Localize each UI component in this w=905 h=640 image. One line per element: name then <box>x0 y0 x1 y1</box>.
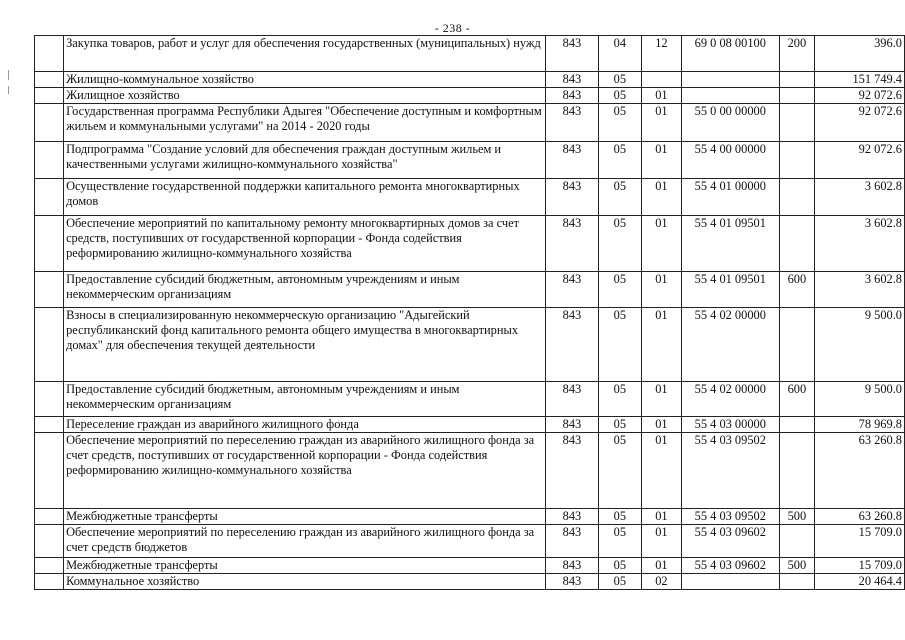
table-row <box>35 36 905 72</box>
expense-type <box>779 433 815 509</box>
row-margin-cell <box>35 72 64 88</box>
amount: 3 602.8 <box>815 272 905 308</box>
section-code: 05 <box>598 272 641 308</box>
target-article: 55 4 01 00000 <box>681 179 779 216</box>
row-name: Осуществление государственной поддержки капитального ремонта многоквартирных домов <box>64 179 546 216</box>
row-margin-cell <box>35 308 64 382</box>
target-article: 55 4 01 09501 <box>681 216 779 272</box>
section-code: 05 <box>598 525 641 558</box>
scan-margin-mark <box>8 70 9 80</box>
scan-margin-mark <box>8 86 9 94</box>
budget-table <box>34 35 905 590</box>
expense-type <box>779 574 815 590</box>
row-name: Предоставление субсидий бюджетным, автономным учреждениям и иным некоммерческим организациям <box>64 382 546 417</box>
expense-type <box>779 216 815 272</box>
subsection-code: 01 <box>641 308 681 382</box>
row-name: Государственная программа Республики Адыгея "Обеспечение доступным и комфортным жильем и коммунальными услугами" на 2014 - 2020 годы <box>64 104 546 142</box>
target-article <box>681 72 779 88</box>
row-margin-cell <box>35 417 64 433</box>
subsection-code: 01 <box>641 382 681 417</box>
subsection-code <box>641 72 681 88</box>
section-code: 05 <box>598 179 641 216</box>
expense-type <box>779 179 815 216</box>
table-row <box>35 308 905 382</box>
expense-type: 500 <box>779 509 815 525</box>
amount: 15 709.0 <box>815 525 905 558</box>
subsection-code: 01 <box>641 179 681 216</box>
row-name: Межбюджетные трансферты <box>64 558 546 574</box>
row-margin-cell <box>35 509 64 525</box>
target-article: 55 4 03 09502 <box>681 433 779 509</box>
table-row <box>35 104 905 142</box>
target-article: 55 4 03 09602 <box>681 558 779 574</box>
target-article: 55 4 03 09502 <box>681 509 779 525</box>
subsection-code: 01 <box>641 88 681 104</box>
row-margin-cell <box>35 433 64 509</box>
expense-type <box>779 525 815 558</box>
target-article: 55 4 01 09501 <box>681 272 779 308</box>
target-article: 55 4 03 00000 <box>681 417 779 433</box>
section-code: 05 <box>598 142 641 179</box>
table-row <box>35 417 905 433</box>
table-row <box>35 179 905 216</box>
row-name: Закупка товаров, работ и услуг для обеспечения государственных (муниципальных) нужд <box>64 36 546 72</box>
expense-type: 500 <box>779 558 815 574</box>
subsection-code: 12 <box>641 36 681 72</box>
subsection-code: 01 <box>641 142 681 179</box>
amount: 63 260.8 <box>815 509 905 525</box>
amount: 63 260.8 <box>815 433 905 509</box>
row-name: Переселение граждан из аварийного жилищного фонда <box>64 417 546 433</box>
section-code: 05 <box>598 308 641 382</box>
ministry-code: 843 <box>546 272 599 308</box>
expense-type <box>779 142 815 179</box>
ministry-code: 843 <box>546 558 599 574</box>
amount: 15 709.0 <box>815 558 905 574</box>
section-code: 05 <box>598 88 641 104</box>
target-article: 69 0 08 00100 <box>681 36 779 72</box>
target-article <box>681 88 779 104</box>
ministry-code: 843 <box>546 525 599 558</box>
subsection-code: 01 <box>641 216 681 272</box>
amount: 92 072.6 <box>815 104 905 142</box>
target-article <box>681 574 779 590</box>
ministry-code: 843 <box>546 179 599 216</box>
ministry-code: 843 <box>546 433 599 509</box>
amount: 92 072.6 <box>815 88 905 104</box>
amount: 78 969.8 <box>815 417 905 433</box>
subsection-code: 01 <box>641 433 681 509</box>
table-row <box>35 142 905 179</box>
expense-type: 600 <box>779 272 815 308</box>
ministry-code: 843 <box>546 382 599 417</box>
amount: 92 072.6 <box>815 142 905 179</box>
subsection-code: 01 <box>641 272 681 308</box>
table-row <box>35 433 905 509</box>
row-margin-cell <box>35 142 64 179</box>
section-code: 05 <box>598 382 641 417</box>
amount: 3 602.8 <box>815 179 905 216</box>
section-code: 05 <box>598 417 641 433</box>
amount: 9 500.0 <box>815 382 905 417</box>
budget-table-body <box>35 36 905 590</box>
amount: 151 749.4 <box>815 72 905 88</box>
section-code: 05 <box>598 216 641 272</box>
table-row <box>35 382 905 417</box>
amount: 396.0 <box>815 36 905 72</box>
row-name: Межбюджетные трансферты <box>64 509 546 525</box>
row-margin-cell <box>35 382 64 417</box>
target-article: 55 4 00 00000 <box>681 142 779 179</box>
expense-type <box>779 417 815 433</box>
row-name: Предоставление субсидий бюджетным, автономным учреждениям и иным некоммерческим организациям <box>64 272 546 308</box>
target-article: 55 4 03 09602 <box>681 525 779 558</box>
table-row <box>35 509 905 525</box>
row-margin-cell <box>35 88 64 104</box>
section-code: 05 <box>598 558 641 574</box>
ministry-code: 843 <box>546 142 599 179</box>
row-margin-cell <box>35 558 64 574</box>
section-code: 05 <box>598 104 641 142</box>
ministry-code: 843 <box>546 104 599 142</box>
row-name: Обеспечение мероприятий по переселению граждан из аварийного жилищного фонда за счет средств бюджетов <box>64 525 546 558</box>
table-row <box>35 525 905 558</box>
row-name: Взносы в специализированную некоммерческую организацию "Адыгейский республиканский фонд капитального ремонта общего имущества в многоквартирных домах" для обеспечения текущей деятельности <box>64 308 546 382</box>
expense-type <box>779 308 815 382</box>
subsection-code: 01 <box>641 558 681 574</box>
section-code: 05 <box>598 433 641 509</box>
table-row <box>35 216 905 272</box>
table-row <box>35 72 905 88</box>
subsection-code: 01 <box>641 525 681 558</box>
ministry-code: 843 <box>546 88 599 104</box>
subsection-code: 02 <box>641 574 681 590</box>
amount: 20 464.4 <box>815 574 905 590</box>
row-margin-cell <box>35 216 64 272</box>
table-row <box>35 558 905 574</box>
expense-type <box>779 72 815 88</box>
row-margin-cell <box>35 525 64 558</box>
table-row <box>35 574 905 590</box>
row-name: Коммунальное хозяйство <box>64 574 546 590</box>
row-margin-cell <box>35 272 64 308</box>
amount: 3 602.8 <box>815 216 905 272</box>
section-code: 05 <box>598 509 641 525</box>
ministry-code: 843 <box>546 308 599 382</box>
expense-type <box>779 88 815 104</box>
row-name: Обеспечение мероприятий по переселению граждан из аварийного жилищного фонда за счет средств, поступивших от государственной корпорации - Фонда содействия реформированию жилищно-коммунального хозяйства <box>64 433 546 509</box>
subsection-code: 01 <box>641 104 681 142</box>
row-margin-cell <box>35 36 64 72</box>
table-row <box>35 88 905 104</box>
target-article: 55 4 02 00000 <box>681 382 779 417</box>
subsection-code: 01 <box>641 509 681 525</box>
row-margin-cell <box>35 179 64 216</box>
ministry-code: 843 <box>546 417 599 433</box>
ministry-code: 843 <box>546 216 599 272</box>
target-article: 55 4 02 00000 <box>681 308 779 382</box>
table-row <box>35 272 905 308</box>
section-code: 05 <box>598 574 641 590</box>
row-margin-cell <box>35 104 64 142</box>
row-name: Обеспечение мероприятий по капитальному ремонту многоквартирных домов за счет средств, поступивших от государственной корпорации - Фонда содействия реформированию жилищно-коммунального хозяйства <box>64 216 546 272</box>
expense-type <box>779 104 815 142</box>
page-number: - 238 - <box>434 21 471 35</box>
section-code: 05 <box>598 72 641 88</box>
target-article: 55 0 00 00000 <box>681 104 779 142</box>
ministry-code: 843 <box>546 36 599 72</box>
row-name: Жилищно-коммунальное хозяйство <box>64 72 546 88</box>
row-name: Жилищное хозяйство <box>64 88 546 104</box>
row-margin-cell <box>35 574 64 590</box>
expense-type: 200 <box>779 36 815 72</box>
amount: 9 500.0 <box>815 308 905 382</box>
ministry-code: 843 <box>546 509 599 525</box>
subsection-code: 01 <box>641 417 681 433</box>
ministry-code: 843 <box>546 72 599 88</box>
row-name: Подпрограмма "Создание условий для обеспечения граждан доступным жильем и качественными услугами жилищно-коммунального хозяйства" <box>64 142 546 179</box>
expense-type: 600 <box>779 382 815 417</box>
section-code: 04 <box>598 36 641 72</box>
ministry-code: 843 <box>546 574 599 590</box>
